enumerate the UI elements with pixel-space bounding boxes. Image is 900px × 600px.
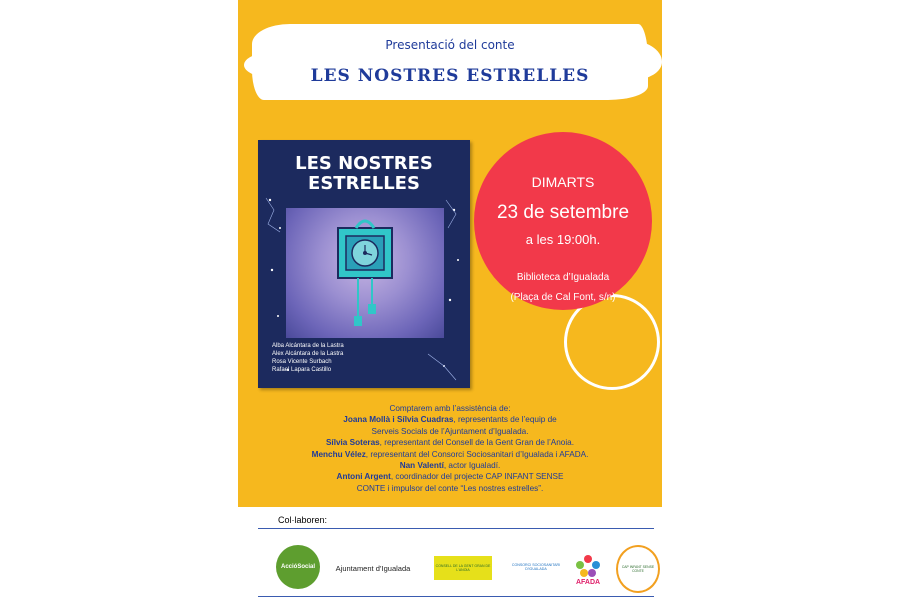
event-address: (Plaça de Cal Font, s/n) xyxy=(510,292,616,303)
guest-1 xyxy=(238,414,662,425)
afada-figures-icon xyxy=(574,553,602,579)
book-title-line-2: ESTRELLES xyxy=(308,173,420,194)
guest-5-role: , coordinador del projecte CAP INFANT SENSE xyxy=(390,472,564,482)
guest-5 xyxy=(238,471,662,482)
guest-4-name: Nan Valentí xyxy=(399,461,444,471)
guest-3 xyxy=(238,449,662,460)
book-title-line-1: LES NOSTRES xyxy=(295,153,433,174)
guest-2-role: , representant del Consell de la Gent Gran de l’Anoia. xyxy=(379,438,575,448)
book-authors xyxy=(272,342,452,374)
event-poster xyxy=(238,0,662,600)
guest-5-name: Antoni Argent xyxy=(336,472,391,482)
event-date: 23 de setembre xyxy=(496,202,630,223)
divider-bottom xyxy=(258,596,654,597)
clock-illustration xyxy=(286,208,444,338)
consorci-sociosanitari-logo xyxy=(508,553,564,581)
author-4: Rafael Lapara Castillo xyxy=(272,367,332,373)
guest-4 xyxy=(238,460,662,471)
cap-logo-text: CAP INFANT SENSE CONTE xyxy=(621,565,655,573)
event-info-circle xyxy=(474,132,652,310)
guest-4-role: , actor Igualadí. xyxy=(443,461,501,471)
afada-logo-text: AFADA xyxy=(575,578,601,586)
event-time: a les 19:00h. xyxy=(525,232,601,247)
guest-3-role: , representant del Consorci Sociosanitari d’Igualada i AFADA. xyxy=(365,449,589,459)
guest-1-role: , representants de l’equip de xyxy=(453,415,557,425)
guest-list xyxy=(238,403,662,494)
cap-infant-sense-conte-logo xyxy=(616,545,660,593)
ajuntament-logo-text: Ajuntament d’Igualada xyxy=(335,563,411,573)
accio-social-logo xyxy=(276,545,320,589)
guest-intro: Comptarem amb l’assistència de: xyxy=(389,404,511,413)
guest-3-name: Menchu Vélez xyxy=(311,449,366,459)
ajuntament-igualada-logo xyxy=(330,558,416,578)
book-illustration xyxy=(286,208,444,338)
poster-title: LES NOSTRES ESTRELLES xyxy=(310,66,590,86)
accio-social-logo-text: AccióSocial xyxy=(280,564,315,570)
event-day: DIMARTS xyxy=(531,174,595,190)
guest-2-name: Sílvia Soteras xyxy=(325,438,380,448)
author-2: Alex Alcántara de la Lastra xyxy=(272,351,344,357)
book-cover xyxy=(258,140,470,388)
guest-2 xyxy=(238,437,662,448)
afada-logo xyxy=(572,548,604,590)
author-3: Rosa Vicente Surbach xyxy=(272,359,332,365)
author-1: Alba Alcántara de la Lastra xyxy=(272,343,344,349)
consorci-logo-text: CONSORCI SOCIOSANITARI D'IGUALADA xyxy=(511,562,561,571)
guest-1-name: Joana Mollà i Sílvia Cuadras xyxy=(343,415,454,425)
title-brushstroke xyxy=(252,24,648,100)
collaborators-label: Col·laboren: xyxy=(278,515,328,525)
consell-logo-text: CONSELL DE LA GENT GRAN DE L'ANOIA xyxy=(435,564,491,572)
guest-5-role-cont: CONTE i impulsor del conte “Les nostres estrelles”. xyxy=(356,483,544,493)
consell-gent-gran-logo xyxy=(434,556,492,580)
guest-1-role-cont: Serveis Socials de l’Ajuntament d’Igualada. xyxy=(371,426,529,436)
event-place: Biblioteca d’Igualada xyxy=(516,272,610,283)
poster-kicker: Presentació del conte xyxy=(385,38,515,52)
divider-top xyxy=(258,528,654,529)
